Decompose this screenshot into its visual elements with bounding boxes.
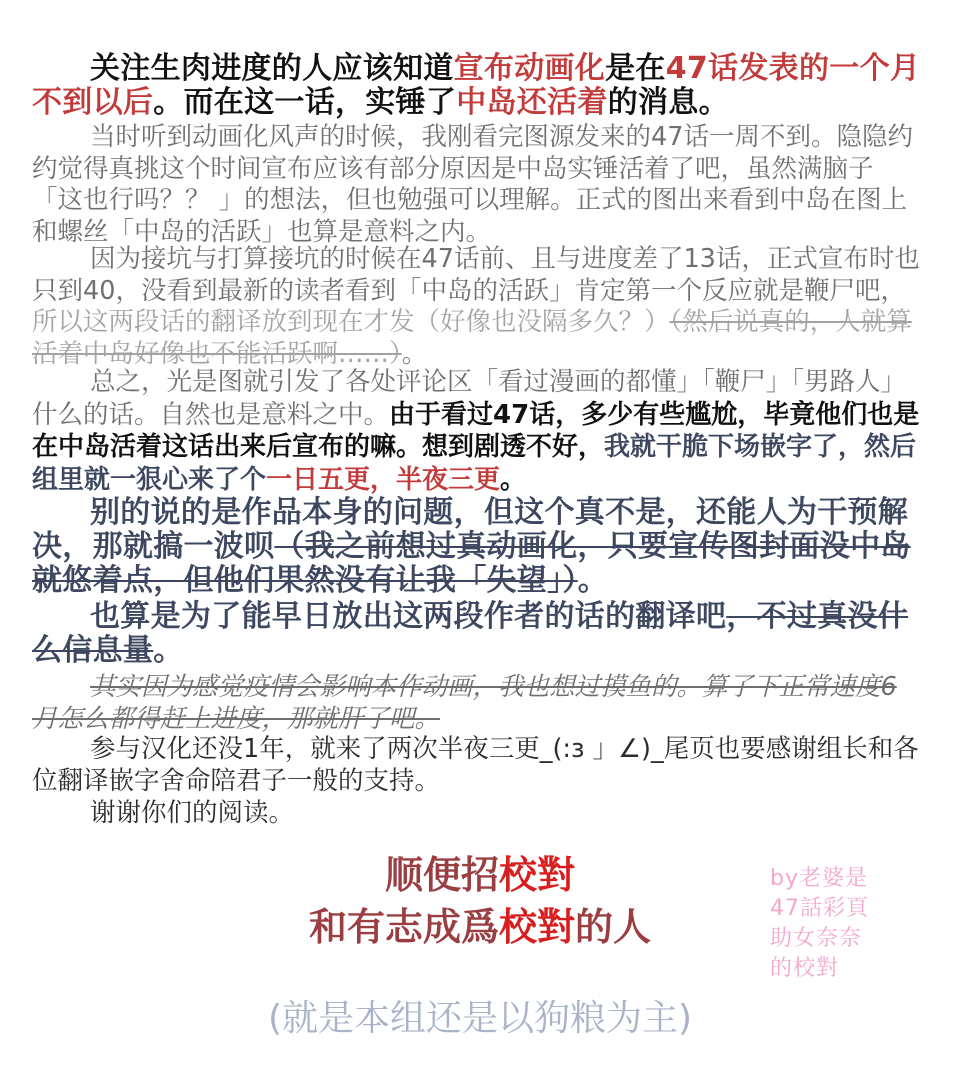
signature bbox=[770, 864, 910, 984]
para-1: 关注生肉进度的人应该知道宣布动画化是在47话发表的一个月不到以后。而在这一话，实锤了中岛还活着的消息。 bbox=[32, 51, 921, 120]
para-6: 也算是为了能早日放出这两段作者的话的翻译吧，不过真没什么信息量。 bbox=[32, 599, 909, 668]
para-8: 参与汉化还没1年，就来了两次半夜三更_(:з 」∠)_尾页也要感谢组长和各位翻译嵌字舍命陪君子一般的支持。 bbox=[32, 734, 919, 796]
recruit-note: (就是本组还是以狗粮为主) bbox=[267, 998, 693, 1039]
para-4: 总之，光是图就引发了各处评论区「看过漫画的都懂」「鞭尸」「男路人」什么的话。自然也是意料之中。由于看过47话，多少有些尴尬，毕竟他们也是在中岛活着这话出来后宣布的嘛。想到剧透不好，我就干脆下场嵌字了，然后组里就一狠心来了个一日五更，半夜三更。 bbox=[32, 367, 920, 495]
para-9: 谢谢你们的阅读。 bbox=[90, 798, 295, 828]
para-3: 因为接坑与打算接坑的时候在47话前、且与进度差了13话，正式宣布时也只到40，没看到最新的读者看到「中岛的活跃」肯定第一个反应就是鞭尸吧，所以这两段话的翻译放到现在才发（好像也没隔多久？）（然后说真的，人就算活着中岛好像也不能活跃啊……）。 bbox=[32, 244, 920, 369]
signature-line: 47話彩頁 bbox=[770, 896, 869, 921]
recruit-line-2: 和有志成爲校對的人 bbox=[308, 905, 652, 949]
signature-line: by老婆是 bbox=[770, 866, 868, 891]
signature-line: 助女奈奈 bbox=[770, 926, 863, 951]
recruit-line-1: 顺便招校對 bbox=[384, 853, 576, 897]
para-7: 其实因为感觉疫情会影响本作动画，我也想过摸鱼的。算了下正常速度6月怎么都得赶上进度，那就肝了吧。 bbox=[32, 672, 897, 734]
para-5: 别的说的是作品本身的问题，但这个真不是，还能人为干预解决，那就搞一波呗（我之前想过真动画化，只要宣传图封面没中岛就悠着点，但他们果然没有让我「失望」）。 bbox=[32, 495, 911, 598]
signature-line: 的校對 bbox=[770, 956, 840, 981]
para-2: 当时听到动画化风声的时候，我刚看完图源发来的47话一周不到。隐隐约约觉得真挑这个时间宣布应该有部分原因是中岛实锤活着了吧，虽然满脑子「这也行吗？？ 」的想法，但也勉强可以理解。正式的图出来看到中岛在图上和螺丝「中岛的活跃」也算是意料之内。 bbox=[32, 122, 913, 247]
